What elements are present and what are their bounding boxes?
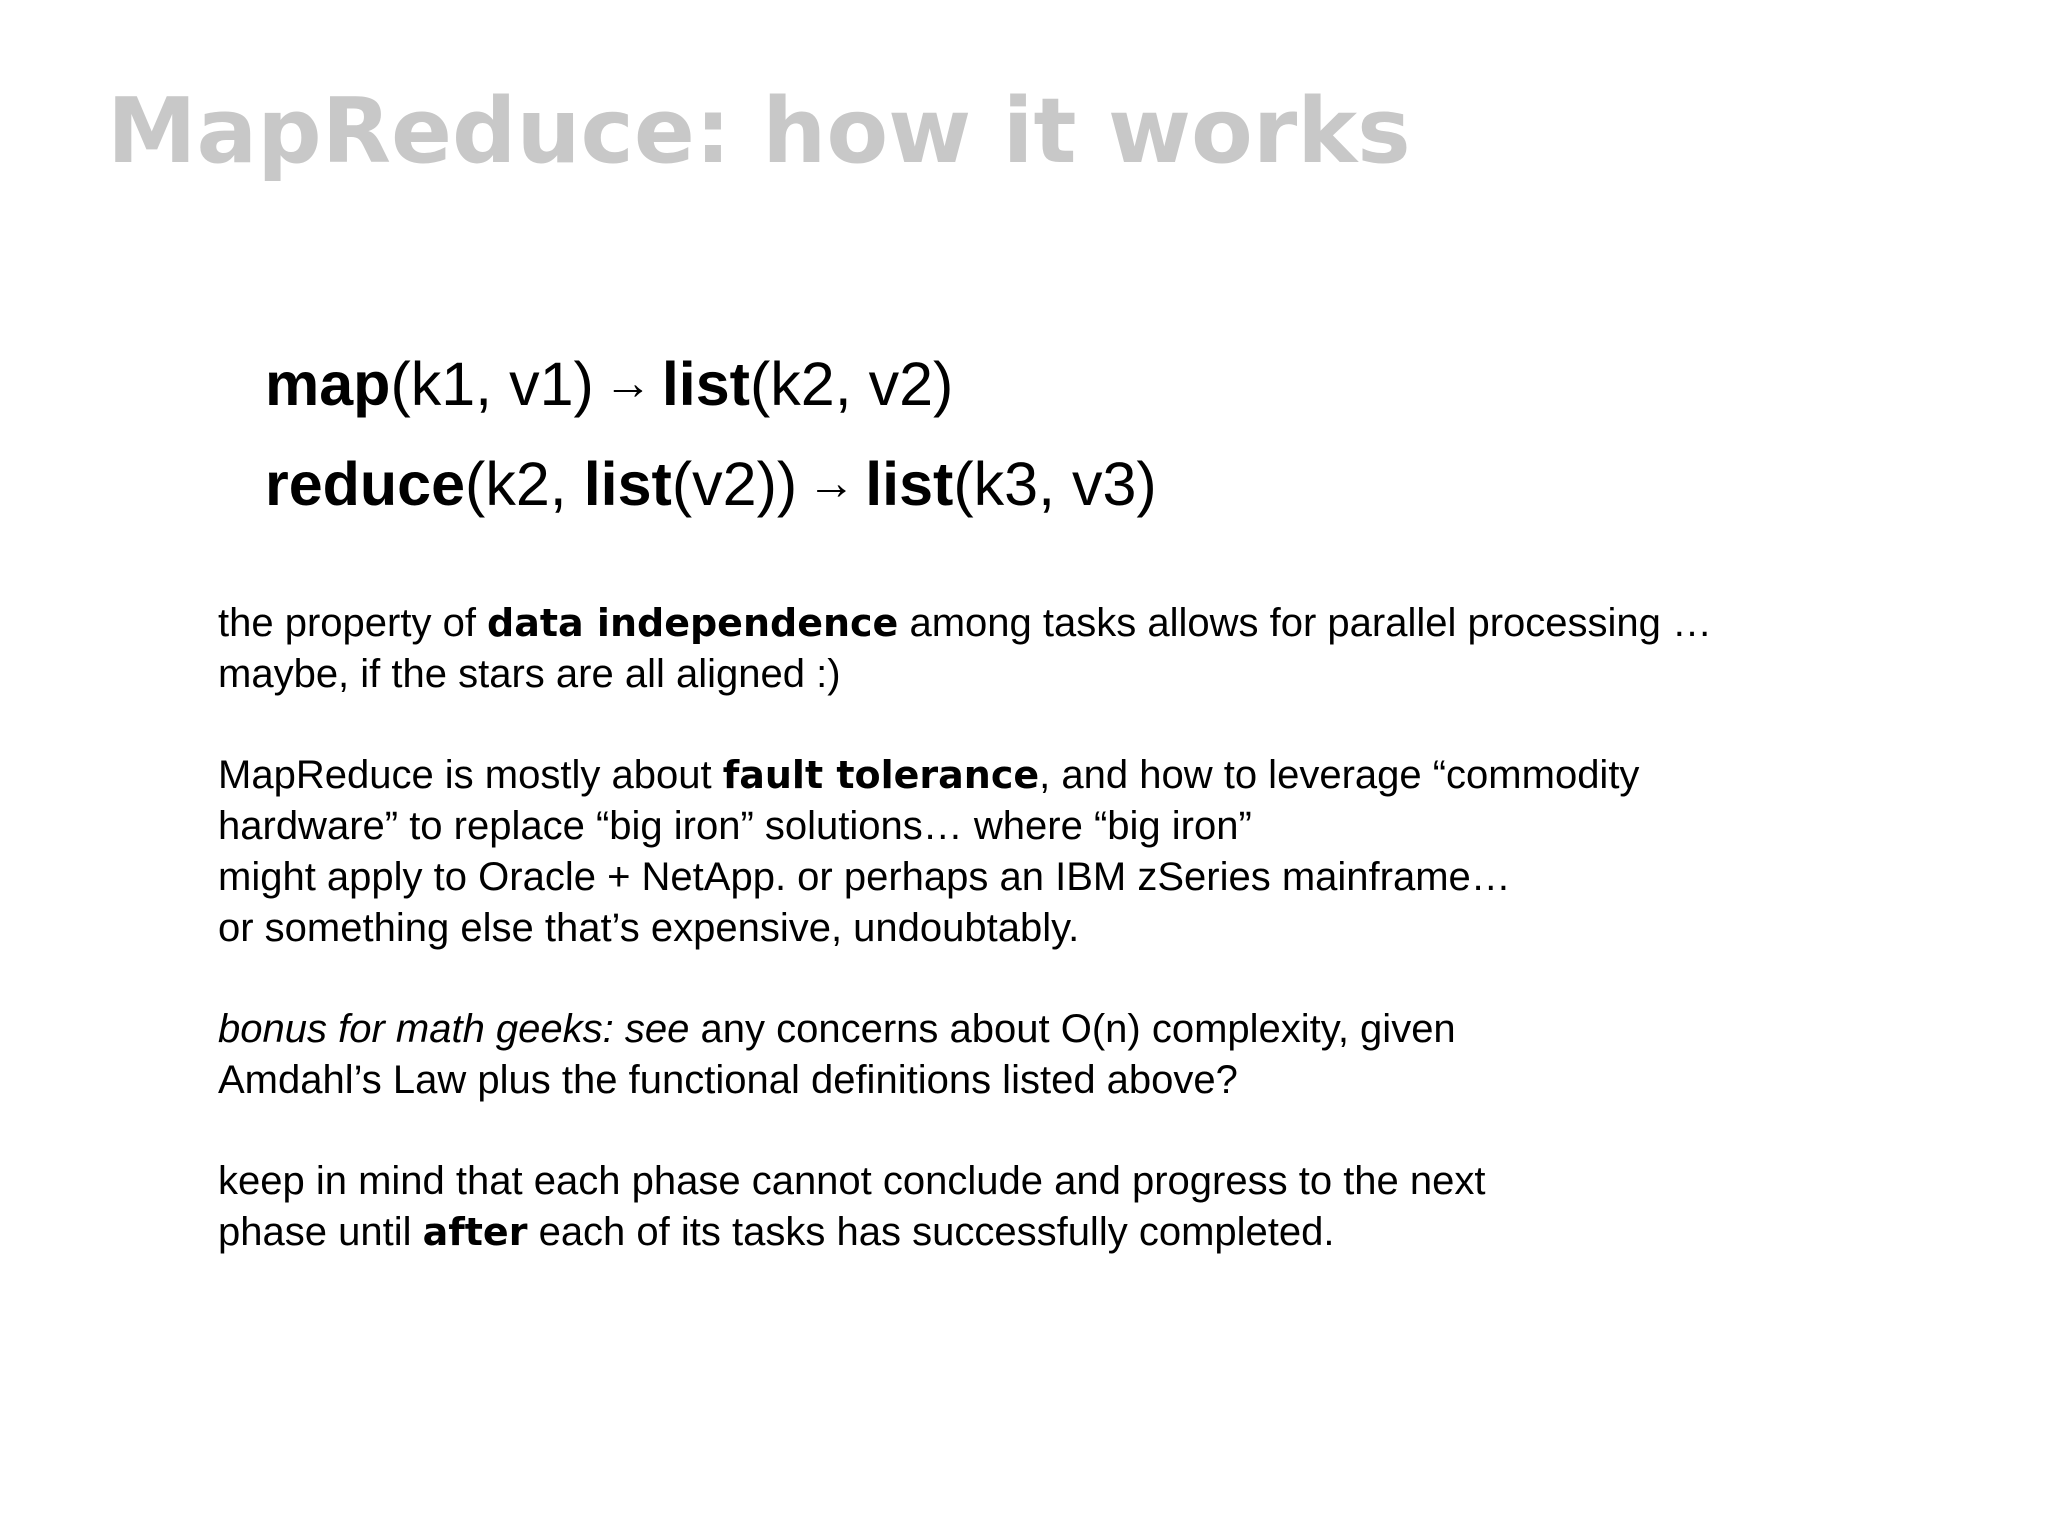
arrow-icon: →: [807, 457, 856, 510]
function-signatures: [265, 337, 1157, 537]
text-line: keep in mind that each phase cannot conclude and progress to the next: [218, 1159, 1486, 1203]
bold-phrase: fault tolerance: [722, 753, 1040, 797]
arrow-icon: →: [603, 357, 652, 410]
text-line: [218, 1207, 2018, 1258]
text-line: [218, 1004, 2018, 1055]
text-span: each of its tasks has successfully completed.: [527, 1210, 1335, 1254]
paragraph-fault-tolerance: [218, 750, 2018, 954]
text-line: might apply to Oracle + NetApp. or perhaps an IBM zSeries mainframe…: [218, 855, 1511, 899]
text-span: the property of: [218, 601, 488, 645]
bold-phrase: after: [422, 1210, 528, 1254]
reduce-return-args: (k3, v3): [953, 450, 1157, 518]
bold-phrase: data independence: [487, 601, 899, 645]
text-span: MapReduce is mostly about: [218, 753, 723, 797]
text-span: any concerns about O(n) complexity, given: [689, 1007, 1456, 1051]
reduce-keyword: reduce: [265, 450, 466, 518]
list-keyword: list: [661, 350, 750, 418]
slide-body: [218, 598, 2018, 1308]
map-return-args: (k2, v2): [749, 350, 954, 418]
text-line: Amdahl’s Law plus the functional definitions listed above?: [218, 1058, 1238, 1102]
text-line: [218, 750, 2018, 801]
reduce-args-open: (k2,: [465, 450, 584, 518]
paragraph-data-independence: [218, 598, 2018, 700]
text-line: maybe, if the stars are all aligned :): [218, 652, 841, 696]
text-line: [218, 598, 2018, 649]
list-keyword: list: [583, 450, 672, 518]
paragraph-math-bonus: [218, 1004, 2018, 1106]
text-span: phase until: [218, 1210, 423, 1254]
text-line: or something else that’s expensive, undoubtably.: [218, 906, 1080, 950]
map-signature: [265, 337, 1157, 437]
list-keyword: list: [865, 450, 954, 518]
reduce-signature: [265, 437, 1157, 537]
paragraph-phases: [218, 1156, 2018, 1258]
map-args: (k1, v1): [390, 350, 594, 418]
italic-phrase: bonus for math geeks: see: [218, 1007, 690, 1051]
map-keyword: map: [265, 350, 391, 418]
slide-title: MapReduce: how it works: [107, 79, 1411, 184]
text-line: hardware” to replace “big iron” solutions… where “big iron”: [218, 804, 1252, 848]
reduce-inner-args: (v2)): [671, 450, 798, 518]
text-span: , and how to leverage “commodity: [1039, 753, 1640, 797]
text-span: among tasks allows for parallel processing …: [898, 601, 1713, 645]
